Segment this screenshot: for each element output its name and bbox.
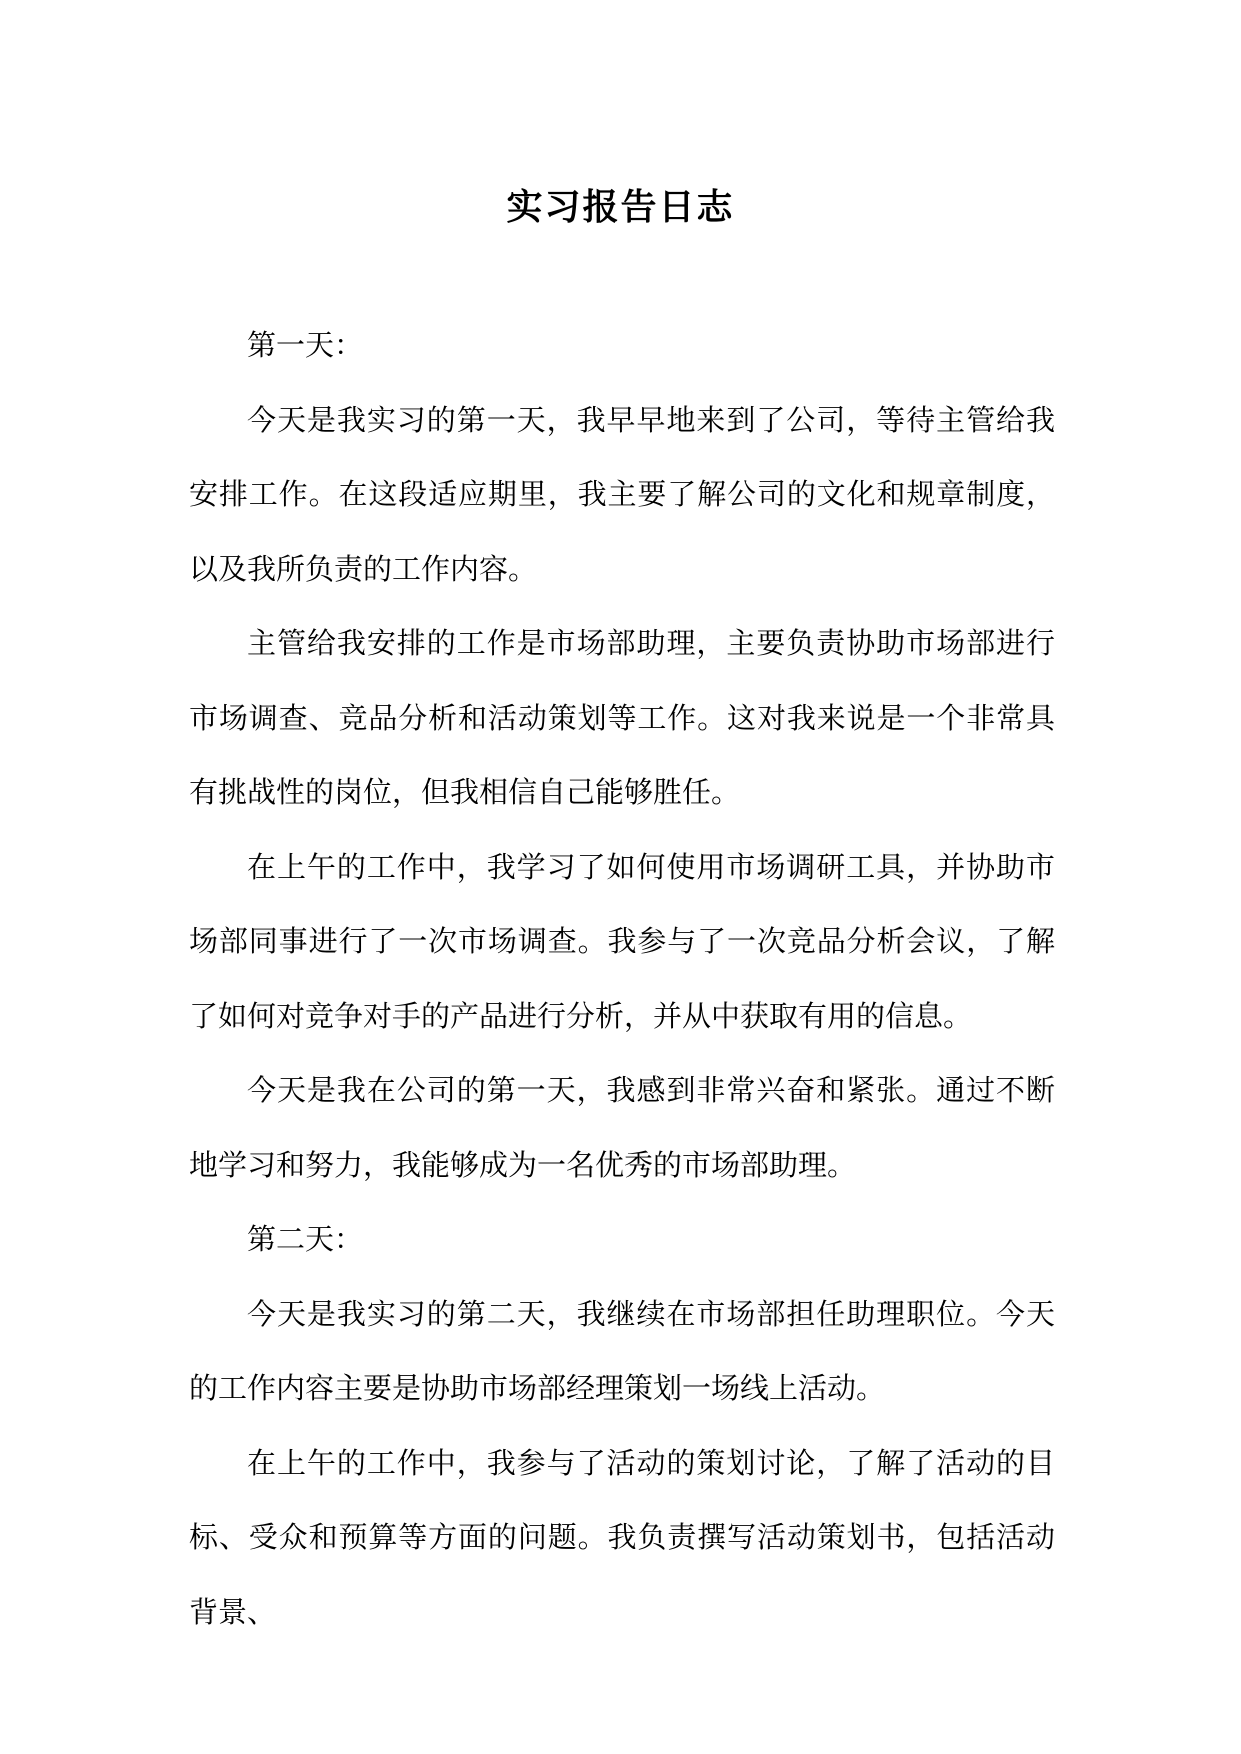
document-title: 实习报告日志 xyxy=(506,186,735,228)
paragraph: 今天是我在公司的第一天，我感到非常兴奋和紧张。通过不断地学习和努力，我能够成为一名优秀的市场部助理。 xyxy=(189,1073,1055,1182)
day-heading: 第一天： xyxy=(247,328,364,362)
paragraph: 今天是我实习的第二天，我继续在市场部担任助理职位。今天的工作内容主要是协助市场部经理策划一场线上活动。 xyxy=(189,1296,1055,1405)
paragraph: 在上午的工作中，我学习了如何使用市场调研工具，并协助市场部同事进行了一次市场调查。我参与了一次竞品分析会议，了解了如何对竞争对手的产品进行分析，并从中获取有用的信息。 xyxy=(189,849,1055,1033)
paragraph: 今天是我实习的第一天，我早早地来到了公司，等待主管给我安排工作。在这段适应期里，我主要了解公司的文化和规章制度，以及我所负责的工作内容。 xyxy=(189,402,1055,586)
paragraph: 在上午的工作中，我参与了活动的策划讨论，了解了活动的目标、受众和预算等方面的问题。我负责撰写活动策划书，包括活动背景、 xyxy=(189,1445,1055,1629)
document-body xyxy=(189,308,1055,1649)
paragraph: 主管给我安排的工作是市场部助理，主要负责协助市场部进行市场调查、竞品分析和活动策划等工作。这对我来说是一个非常具有挑战性的岗位，但我相信自己能够胜任。 xyxy=(189,626,1055,809)
day-heading: 第二天： xyxy=(247,1222,364,1256)
